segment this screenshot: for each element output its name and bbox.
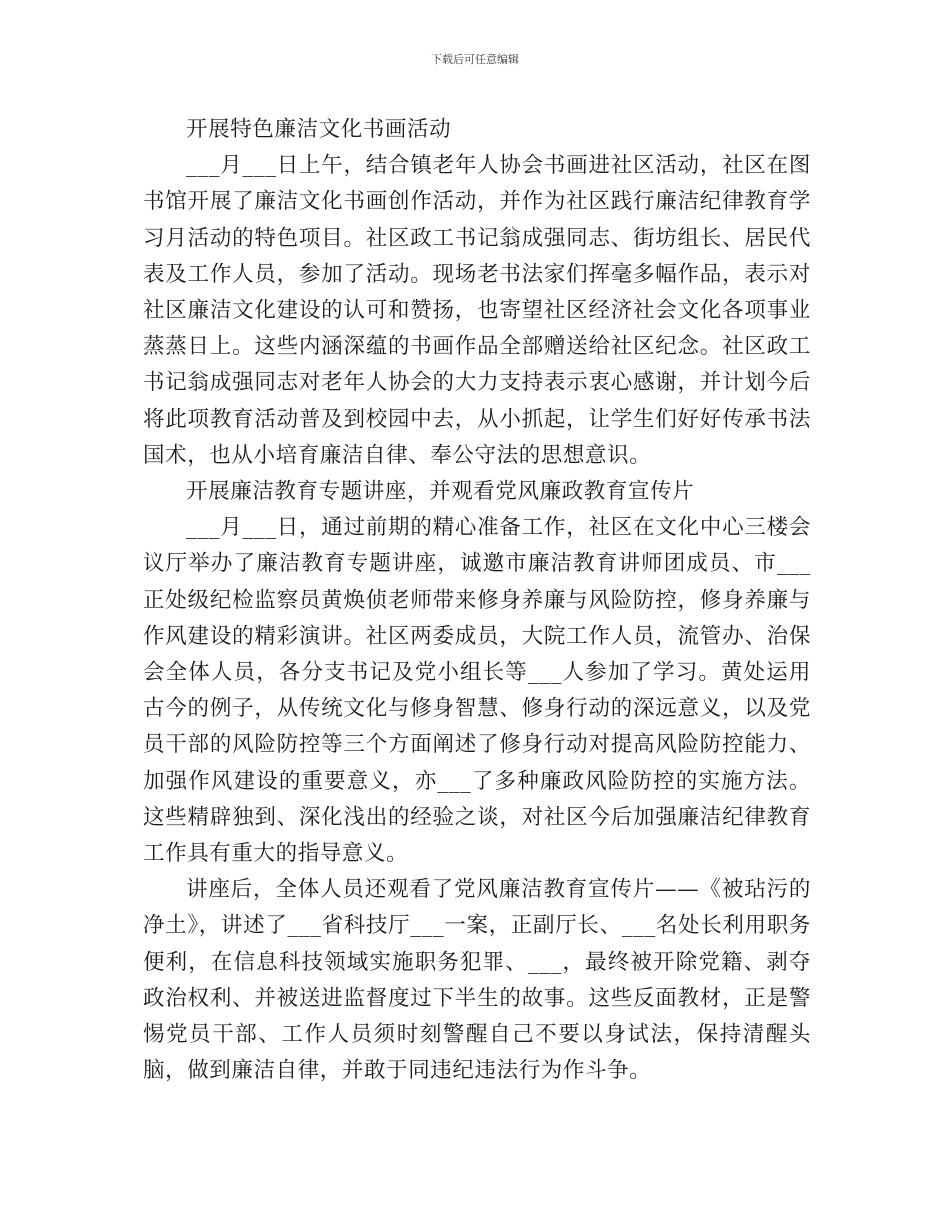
section-heading-calligraphy: 开展特色廉洁文化书画活动 (186, 117, 452, 142)
document-body (143, 112, 811, 1089)
page-header: 下载后可任意编辑 (431, 53, 519, 66)
paragraph-lecture: ___月___日，通过前期的精心准备工作，社区在文化中心三楼会议厅举办了廉洁教育专题讲座，诚邀市廉洁教育讲师团成员、市___正处级纪检监察员黄焕侦老师带来修身养廉与风险防控，修身养廉与作风建设的精彩演讲。社区两委成员，大院工作人员，流管办、治保会全体人员，各分支书记及党小组长等___人参加了学习。黄处运用古今的例子，从传统文化与修身智慧、修身行动的深远意义，以及党员干部的风险防控等三个方面阐述了修身行动对提高风险防控能力、加强作风建设的重要意义，亦___了多种廉政风险防控的实施方法。这些精辟独到、深化浅出的经验之谈，对社区今后加强廉洁纪律教育工作具有重大的指导意义。 (143, 515, 811, 867)
paragraph-film: 讲座后，全体人员还观看了党风廉洁教育宣传片——《被玷污的净土》，讲述了___省科技厅___一案，正副厅长、___名处长利用职务便利，在信息科技领域实施职务犯罪、___，最终被开除党籍、剥夺政治权利、并被送进监督度过下半生的故事。这些反面教材，正是警惕党员干部、工作人员须时刻警醒自己不要以身试法，保持清醒头脑，做到廉洁自律，并敢于同违纪违法行为作斗争。 (143, 877, 811, 1084)
section-heading-lecture: 开展廉洁教育专题讲座，并观看党风廉政教育宣传片 (186, 479, 695, 505)
paragraph-calligraphy-activity: ___月___日上午，结合镇老年人协会书画进社区活动，社区在图书馆开展了廉洁文化书画创作活动，并作为社区践行廉洁纪律教育学习月活动的特色项目。社区政工书记翁成强同志、街坊组长、居民代表及工作人员，参加了活动。现场老书法家们挥毫多幅作品，表示对社区廉洁文化建设的认可和赞扬，也寄望社区经济社会文化各项事业蒸蒸日上。这些内涵深蕴的书画作品全部赠送给社区纪念。社区政工书记翁成强同志对老年人协会的大力支持表示衷心感谢，并计划今后将此项教育活动普及到校园中去，从小抓起，让学生们好好传承书法国术，也从小培育廉洁自律、奉公守法的思想意识。 (143, 153, 811, 468)
